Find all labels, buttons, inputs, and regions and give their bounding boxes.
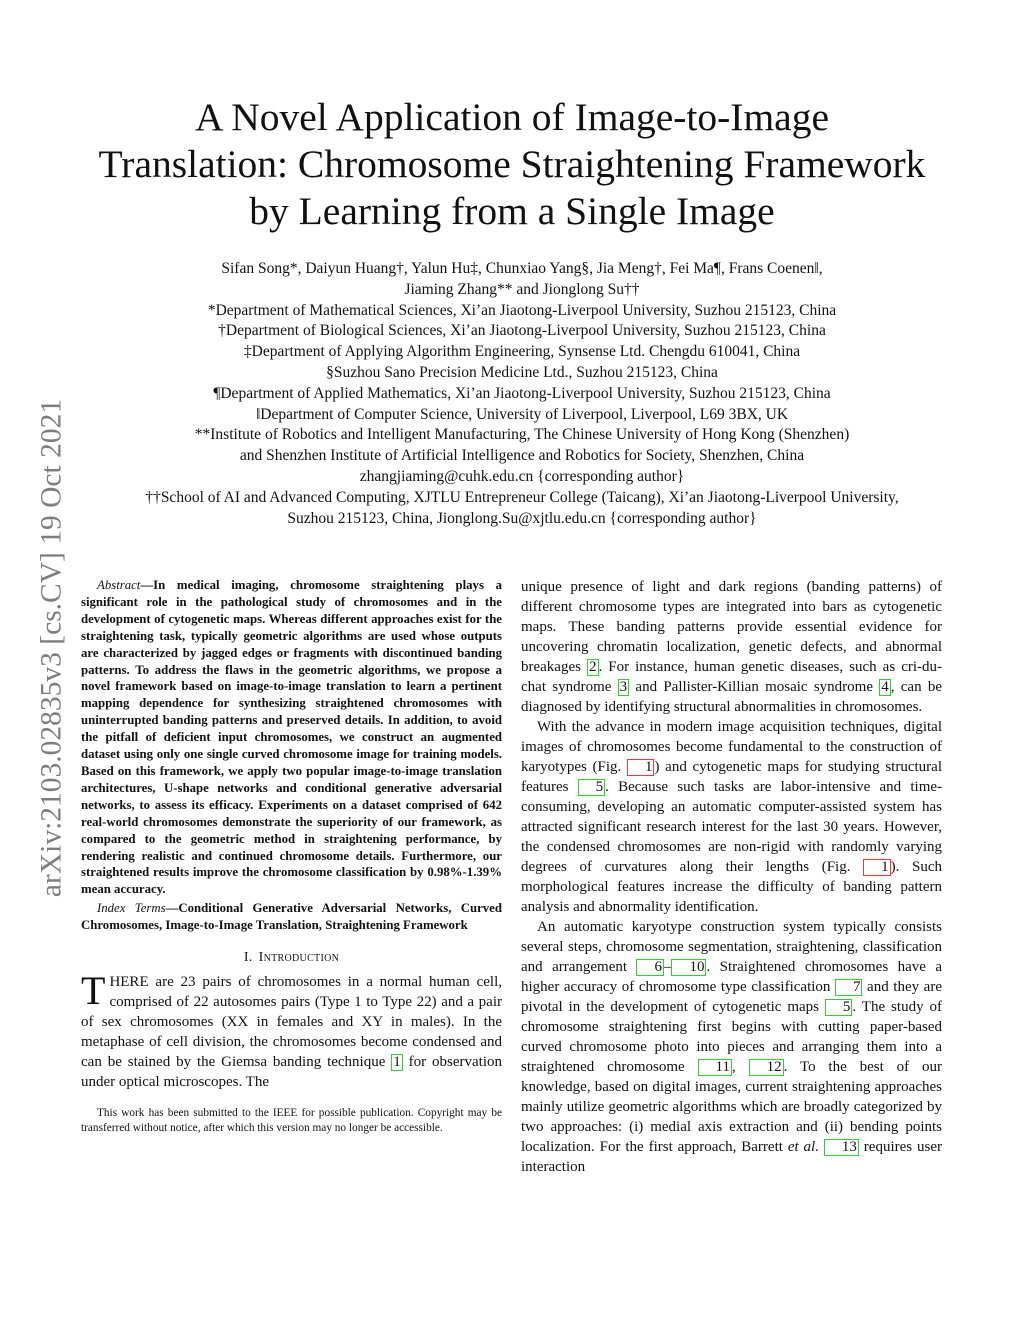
citation-link[interactable]: 11 <box>698 1059 732 1076</box>
text: ) and cytogenetic maps for studying structural features <box>521 759 942 795</box>
paragraph <box>521 577 942 717</box>
title-line-2: Translation: Chromosome Straightening Framework <box>98 142 926 186</box>
text: – <box>663 959 672 975</box>
intro-text: are 23 pairs of chromosomes in a normal human cell, comprised of 22 autosomes pairs (Type 1 to Type 22) and a pair of sex chromosomes (XX in females and XY in males). In the metaphase of cell division, the chromosomes become condensed and can be stained by the Giemsa banding technique <box>81 974 502 1071</box>
text: requires user interaction <box>521 1139 942 1175</box>
figure-link[interactable]: 1 <box>863 859 891 876</box>
text: and Pallister-Killian mosaic syndrome <box>629 679 880 695</box>
right-column <box>521 577 942 1177</box>
author-block <box>60 259 984 529</box>
abstract-label: Abstract <box>97 578 141 592</box>
paper-title <box>40 94 984 235</box>
citation-link[interactable]: 3 <box>619 679 628 695</box>
affiliation: ‡Department of Applying Algorithm Engineering, Synsense Ltd. Chengdu 610041, China <box>243 343 801 361</box>
index-terms-text: Conditional Generative Adversarial Networks, Curved Chromosomes, Image-to-Image Translation, Straightening Framework <box>81 901 502 933</box>
title-line-3: by Learning from a Single Image <box>249 189 775 233</box>
drop-cap: T <box>81 968 106 1014</box>
text: . Because such tasks are labor-intensive and time-consuming, developing an automatic computer-assisted system has attracted significant research interest for the last 30 years. However, the condensed chromosomes are non-rigid with randomly varying degrees of curvatures along their lengths (Fig. <box>521 779 943 875</box>
abstract <box>81 577 502 898</box>
affiliation: §Suzhou Sano Precision Medicine Ltd., Suzhou 215123, China <box>326 363 718 381</box>
affiliation: *Department of Mathematical Sciences, Xi’an Jiaotong-Liverpool University, Suzhou 215123, China <box>207 301 837 319</box>
citation-link[interactable]: 1 <box>393 1054 401 1071</box>
footnote: This work has been submitted to the IEEE for possible publication. Copyright may be transferred without notice, after which this version may no longer be accessible. <box>81 1107 502 1134</box>
index-terms <box>81 900 502 934</box>
index-terms-dash: — <box>165 901 179 916</box>
figure-link[interactable]: 1 <box>627 759 655 776</box>
text: . Straightened chromosomes have a higher accuracy of chromosome type classification <box>521 959 942 995</box>
text: . To the best of our knowledge, based on digital images, current straightening approaches mainly utilize geometric algorithms which are broadly categorized by two approaches: (i) medial axis extraction and (ii) bending points localization. For the first approach, Barrett <box>521 1059 943 1155</box>
intro-text: for observation under optical microscopes. The <box>81 1054 502 1091</box>
text: ). Such morphological features increase the difficulty of banding pattern analysis and abnormality identification. <box>521 859 943 915</box>
section-number: I. <box>243 950 253 966</box>
paragraph <box>521 917 942 1177</box>
affiliation-email: zhangjiaming@cuhk.edu.cn {corresponding author} <box>359 467 685 485</box>
affiliation: ††School of AI and Advanced Computing, XJTLU Entrepreneur College (Taicang), Xi’an Jiaotong-Liverpool University, <box>145 488 899 506</box>
section-heading <box>81 948 502 968</box>
affiliation: ‖Department of Computer Science, University of Liverpool, Liverpool, L69 3BX, UK <box>255 405 789 423</box>
et-al: et al. <box>787 1139 819 1155</box>
text: and they are pivotal in the development of cytogenetic maps <box>521 979 942 1015</box>
affiliation: †Department of Biological Sciences, Xi’an Jiaotong-Liverpool University, Suzhou 215123, China <box>218 322 826 340</box>
abstract-text: In medical imaging, chromosome straightening plays a significant role in the pathological study of chromosomes and in the development of cytogenetic maps. Whereas different approaches exist for the straightening task, typically geometric algorithms are used whose outputs are characterized by jagged edges or fragments with discontinued banding patterns. To address the flaws in the geometric algorithms, we propose a novel framework based on image-to-image translation to learn a pertinent mapping dependence for synthesizing straightened chromosomes with uninterrupted banding patterns and preserved details. In addition, to avoid the pitfall of deficient input chromosomes, we construct an augmented dataset using only one single curved chromosome image for training models. Based on this framework, we apply two popular image-to-image translation architectures, U-shape networks and conditional generative adversarial networks, to assess its efficacy. Experiments on a dataset comprised of 642 real-world chromosomes demonstrate the superiority of our framework, as compared to the geometric method in straightening performance, by rendering realistic and continued chromosome details. Furthermore, our straightened results improve the chromosome classification by 0.98%-1.39% mean accuracy. <box>81 578 502 897</box>
citation-link[interactable]: 2 <box>589 659 597 675</box>
paragraph <box>521 717 942 917</box>
citation-link[interactable]: 4 <box>881 679 889 695</box>
citation-link[interactable]: 7 <box>835 979 863 996</box>
author-list-line-2: Jiaming Zhang** and Jionglong Su†† <box>404 280 640 298</box>
abstract-dash: — <box>140 578 154 592</box>
affiliation: **Institute of Robotics and Intelligent Manufacturing, The Chinese University of Hong Kong (Shenzhen) <box>194 426 850 444</box>
left-column <box>81 577 502 1135</box>
citation-link[interactable]: 12 <box>749 1059 784 1076</box>
intro-paragraph <box>81 968 502 1092</box>
text: . The study of chromosome straightening first begins with cutting paper-based curved chromosome photo into pieces and arranging them into a straightened chromosome <box>521 999 942 1075</box>
citation-link[interactable]: 10 <box>671 959 706 976</box>
citation-link[interactable]: 5 <box>825 999 853 1016</box>
citation-link[interactable]: 5 <box>578 779 606 796</box>
text: unique presence of light and dark regions (banding patterns) of different chromosome types are integrated into bars as cytogenetic maps. These banding patterns provide essential evidence for uncovering chromatin localization, genetic defects, and abnormal breakages <box>521 579 942 675</box>
section-title: Introduction <box>258 950 340 966</box>
text: With the advance in modern image acquisition techniques, digital images of chromosomes become fundamental to the construction of karyotypes (Fig. <box>521 719 942 775</box>
affiliation: and Shenzhen Institute of Artificial Intelligence and Robotics for Society, Shenzhen, China <box>239 447 805 465</box>
arxiv-stamp: arXiv:2103.02835v3 [cs.CV] 19 Oct 2021 <box>35 398 68 898</box>
author-list-line-1: Sifan Song*, Daiyun Huang†, Yalun Hu‡, Chunxiao Yang§, Jia Meng†, Fei Ma¶, Frans Coenen‖, <box>221 260 823 277</box>
citation-link[interactable]: 13 <box>824 1139 859 1156</box>
index-terms-label: Index Terms <box>97 901 166 916</box>
title-line-1: A Novel Application of Image-to-Image <box>194 95 829 139</box>
text: An automatic karyotype construction system typically consists several steps, chromosome segmentation, straightening, classification and arrangement <box>521 919 942 975</box>
text: . For instance, human genetic diseases, such as cri-du-chat syndrome <box>521 659 943 695</box>
affiliation: ¶Department of Applied Mathematics, Xi’an Jiaotong-Liverpool University, Suzhou 215123, China <box>213 384 831 402</box>
affiliation-email: Suzhou 215123, China, Jionglong.Su@xjtlu.edu.cn {corresponding author} <box>287 509 757 527</box>
text: , can be diagnosed by identifying structural abnormalities in chromosomes. <box>521 679 942 715</box>
lead-word: HERE <box>109 974 149 991</box>
text: , <box>731 1059 749 1075</box>
citation-link[interactable]: 6 <box>636 959 664 976</box>
